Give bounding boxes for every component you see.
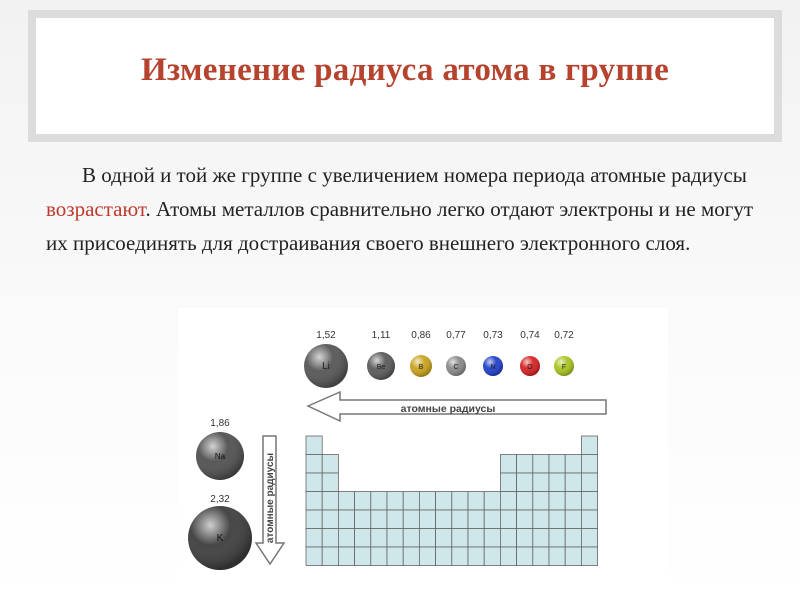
atom-n xyxy=(483,330,503,376)
atom-radius-value: 2,32 xyxy=(210,494,230,505)
atom-symbol: Li xyxy=(322,361,330,372)
slide-body xyxy=(46,158,766,260)
table-cell xyxy=(468,547,484,566)
table-cell xyxy=(306,510,322,529)
table-cell xyxy=(387,547,403,566)
slide-title: Изменение радиуса атома в группе xyxy=(140,52,670,88)
table-cell xyxy=(452,510,468,529)
paragraph xyxy=(46,158,766,260)
atom-be xyxy=(367,330,395,380)
table-cell xyxy=(565,492,581,511)
figure-svg xyxy=(178,308,668,600)
table-cell xyxy=(403,529,419,548)
table-cell xyxy=(403,510,419,529)
table-cell xyxy=(322,455,338,474)
atom-na xyxy=(196,418,244,480)
paragraph-text-1: В одной и той же группе с увеличением номера периода атомные радиусы xyxy=(82,163,747,187)
table-cell xyxy=(500,473,516,492)
atom-symbol: Be xyxy=(376,364,386,371)
title-box xyxy=(28,10,782,142)
table-cell xyxy=(436,547,452,566)
table-cell xyxy=(387,510,403,529)
table-cell xyxy=(565,510,581,529)
table-cell xyxy=(419,529,435,548)
table-cell xyxy=(517,529,533,548)
table-cell xyxy=(517,455,533,474)
table-cell xyxy=(549,529,565,548)
table-cell xyxy=(549,547,565,566)
table-cell xyxy=(533,547,549,566)
atom-c xyxy=(446,330,466,376)
table-cell xyxy=(565,473,581,492)
table-cell xyxy=(322,529,338,548)
table-cell xyxy=(500,492,516,511)
atom-radius-value: 0,72 xyxy=(554,330,574,341)
table-cell xyxy=(549,492,565,511)
table-cell xyxy=(500,455,516,474)
atom-k xyxy=(188,494,252,570)
table-cell xyxy=(533,473,549,492)
group-arrow-label: атомные радиусы xyxy=(265,452,276,544)
table-cell xyxy=(419,492,435,511)
table-cell xyxy=(322,547,338,566)
table-cell xyxy=(517,473,533,492)
table-cell xyxy=(484,492,500,511)
atom-symbol: B xyxy=(418,364,424,371)
table-cell xyxy=(533,510,549,529)
table-cell xyxy=(549,473,565,492)
table-cell xyxy=(338,510,354,529)
table-cell xyxy=(338,547,354,566)
atom-radius-value: 0,74 xyxy=(520,330,540,341)
atom-b xyxy=(410,330,432,377)
table-cell xyxy=(484,510,500,529)
table-cell xyxy=(581,492,597,511)
table-cell xyxy=(355,492,371,511)
table-cell xyxy=(306,455,322,474)
table-cell xyxy=(387,529,403,548)
table-cell xyxy=(403,492,419,511)
table-cell xyxy=(371,492,387,511)
table-cell xyxy=(533,455,549,474)
table-cell xyxy=(468,492,484,511)
atom-symbol: F xyxy=(561,364,567,371)
table-cell xyxy=(581,510,597,529)
table-cell xyxy=(565,547,581,566)
table-cell xyxy=(371,510,387,529)
table-cell xyxy=(565,529,581,548)
table-cell xyxy=(306,529,322,548)
table-cell xyxy=(306,436,322,455)
table-cell xyxy=(419,547,435,566)
period-arrow-label: атомные радиусы xyxy=(400,403,496,415)
atom-radius-value: 1,86 xyxy=(210,418,230,429)
periodic-table xyxy=(306,436,598,566)
highlight-word: возрастают xyxy=(46,197,146,221)
table-cell xyxy=(355,547,371,566)
table-cell xyxy=(371,529,387,548)
table-cell xyxy=(565,455,581,474)
table-cell xyxy=(581,473,597,492)
atomic-radius-figure xyxy=(178,308,668,600)
table-cell xyxy=(581,455,597,474)
atom-radius-value: 0,77 xyxy=(446,330,466,341)
table-cell xyxy=(371,547,387,566)
table-cell xyxy=(306,547,322,566)
atom-symbol: K xyxy=(216,533,224,544)
table-cell xyxy=(452,547,468,566)
table-cell xyxy=(468,529,484,548)
table-cell xyxy=(387,492,403,511)
table-cell xyxy=(322,492,338,511)
table-cell xyxy=(338,529,354,548)
paragraph-text-2: . Атомы металлов сравнительно легко отдают электроны и не могут их присоединять для достраивания своего внешнего электронного слоя. xyxy=(46,197,754,255)
table-cell xyxy=(419,510,435,529)
table-cell xyxy=(517,510,533,529)
atom-o xyxy=(520,330,540,376)
atom-li xyxy=(304,330,348,388)
table-cell xyxy=(355,510,371,529)
table-cell xyxy=(452,529,468,548)
atom-radius-value: 0,86 xyxy=(411,330,431,341)
table-cell xyxy=(436,492,452,511)
atom-symbol: C xyxy=(453,364,459,371)
period-arrow xyxy=(308,392,606,421)
table-cell xyxy=(581,436,597,455)
atom-radius-value: 1,52 xyxy=(316,330,336,341)
period-atoms xyxy=(304,330,574,388)
group-atoms xyxy=(188,418,252,570)
table-cell xyxy=(322,510,338,529)
atom-radius-value: 1,11 xyxy=(371,330,391,341)
table-cell xyxy=(517,492,533,511)
table-cell xyxy=(500,510,516,529)
table-cell xyxy=(500,547,516,566)
table-cell xyxy=(403,547,419,566)
table-cell xyxy=(468,510,484,529)
table-cell xyxy=(452,492,468,511)
table-cell xyxy=(500,529,516,548)
atom-symbol: Na xyxy=(214,452,226,461)
table-cell xyxy=(533,492,549,511)
table-cell xyxy=(581,529,597,548)
table-cell xyxy=(549,510,565,529)
table-cell xyxy=(484,547,500,566)
table-cell xyxy=(436,529,452,548)
table-cell xyxy=(533,529,549,548)
table-cell xyxy=(355,529,371,548)
atom-symbol: N xyxy=(490,364,496,371)
table-cell xyxy=(436,510,452,529)
table-cell xyxy=(306,473,322,492)
atom-f xyxy=(554,330,574,376)
group-arrow xyxy=(256,436,284,564)
table-cell xyxy=(549,455,565,474)
table-cell xyxy=(484,529,500,548)
table-cell xyxy=(306,492,322,511)
table-cell xyxy=(338,492,354,511)
atom-radius-value: 0,73 xyxy=(483,330,503,341)
atom-symbol: O xyxy=(527,364,533,371)
table-cell xyxy=(581,547,597,566)
table-cell xyxy=(517,547,533,566)
table-cell xyxy=(322,473,338,492)
